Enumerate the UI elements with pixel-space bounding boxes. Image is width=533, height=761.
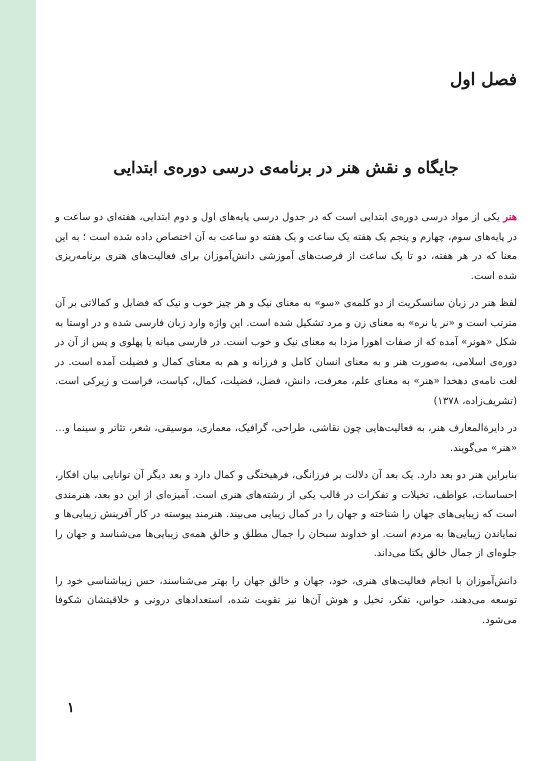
paragraph-text: بنابراین هنر دو بعد دارد. یک بعد آن دلالت بر فرزانگی، فرهیختگی و کمال دارد و بعد دیگر آن توانایی بیان افکار، احساسات، عواطف، تخیلات و تفکرات در قالب یکی از رشته‌های هنری است. آمیزه‌ای از این دو بعد، هنرمندی است که زیبایی‌های جهان را شناخته و جهان را در کمال زیبایی می‌بیند. هنرمند پیوسته در کار آفرینش زیبایی‌ها و نمایاندن زیبایی‌ها به مردم است. او خداوند سبحان را جمال مطلق و خالق همه‌ی زیبایی‌ها می‌شناسد و جهان را جلوه‌ای از جمال خالق یکتا می‌داند. [55,470,517,559]
paragraph-text: یکی از مواد درسی دوره‌ی ابتدایی است که در جدول درسی پایه‌های اول و دوم ابتدایی، هفته‌ای دو ساعت و در پایه‌های سوم، چهارم و پنجم یک هفته یک ساعت و یک هفته دو ساعت به آن اختصاص داده شده است ؛ به این معنا که در هر هفته، دو تا یک ساعت از فرصت‌های آموزشی دانش‌آموزان برای فعالیت‌های هنری برنامه‌ریزی شده است. [55,212,517,282]
paragraph-text: در دایرة‌المعارف هنر، به فعالیت‌هایی چون نقاشی، طراحی، گرافیک، معماری، موسیقی، شعر، تئاتر و سینما و… «هنر» می‌گویند. [55,423,517,454]
decorative-sidebar [0,0,36,761]
paragraph-dimensions [55,466,517,564]
chapter-title: فصل اول [450,70,517,90]
paragraph-text: دانش‌آموزان با انجام فعالیت‌های هنری، خود، جهان و خالق جهان را بهتر می‌شناسند، حس زیباشناسی خود را توسعه می‌دهند، حواس، تفکر، تخیل و هوش آن‌ها نیز تقویت شده، استعدادهای درونی و خلاقیتشان شکوفا می‌شود. [55,575,517,626]
highlighted-term: هنر [503,212,517,223]
paragraph-text: لفظ هنر در زبان سانسکریت از دو کلمه‌ی «سو» به معنای نیک و هر چیز خوب و نیک که فضایل و کمالاتی بر آن مترتب است و «نر یا نره» به معنای زن و مرد تشکیل شده است. این واژه وارد زبان فارسی شده و در اوستا به شکل «هونر» آمده که از صفات اهورا مزدا به معنای نیک و خوب است. در فارسی میانه یا پهلوی و پس از آن در دوره‌ی اسلامی، به‌صورت هنر و به معنای انسان کامل و فرزانه و هم به معنای کمال و فضیلت آمده است. در لغت نامه‌ی دهخدا «هنر» به معنای علم، معرفت، دانش، فضل، فضیلت، کمال، کیاست، فراست و زیرکی است. (تشریف‌زاده، ۱۳۷۸) [55,298,517,407]
paragraph-encyclopedia [55,419,517,458]
paragraph-intro [55,208,517,286]
lesson-title: جایگاه و نقش هنر در برنامه‌ی درسی دوره‌ی ابتدایی [113,158,459,177]
paragraph-students [55,572,517,631]
paragraph-etymology [55,294,517,411]
page-content [55,0,517,761]
body-text [55,208,517,638]
page-number: ۱ [67,700,75,716]
